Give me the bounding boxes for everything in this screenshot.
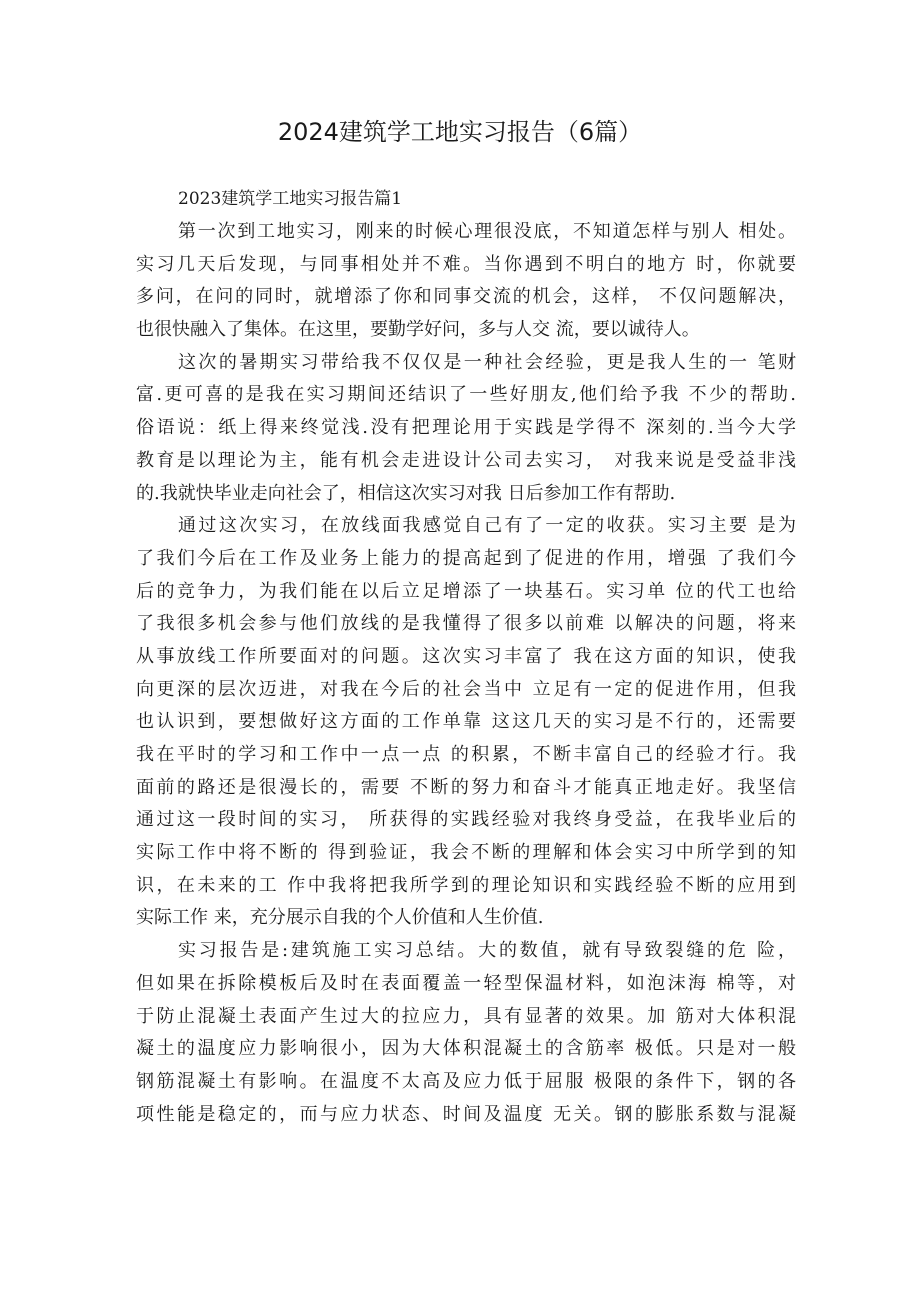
paragraph-line: 我在平时的学习和工作中一点一点 的积累，不断丰富自己的经验才行。我 <box>136 744 796 765</box>
paragraph-line: 向更深的层次迈进，对我在今后的社会当中 立足有一定的促进作用，但我 <box>136 678 796 700</box>
paragraph-line: 实际工作 来，充分展示自我的个人价值和人生价值. <box>136 907 544 929</box>
paragraph-line: 也很快融入了集体。在这里，要勤学好问，多与人交 流，要以诚待人。 <box>136 319 700 341</box>
paragraph-line: 多问，在问的同时，就增添了你和同事交流的机会，这样， 不仅问题解决， <box>136 286 796 308</box>
paragraph-line: 富.更可喜的是我在实习期间还结识了一些好朋友,他们给予我 不少的帮助. <box>136 384 796 406</box>
paragraph-line: 的.我就快毕业走向社会了，相信这次实习对我 日后参加工作有帮助. <box>136 482 676 504</box>
paragraph-line: 钢筋混凝土有影响。在温度不太高及应力低于屈服 极限的条件下，钢的各 <box>136 1070 796 1092</box>
paragraph-line: 项性能是稳定的，而与应力状态、时间及温度 无关。钢的膨胀系数与混凝 <box>136 1103 796 1125</box>
paragraph-line: 实习报告是:建筑施工实习总结。大的数值，就有导致裂缝的危 险， <box>178 940 796 962</box>
document-title: 2024建筑学工地实习报告（6篇） <box>277 118 643 146</box>
paragraph-line: 也认识到，要想做好这方面的工作单靠 这这几天的实习是不行的，还需要 <box>136 711 796 733</box>
paragraph-line: 实际工作中将不断的 得到验证，我会不断的理解和体会实习中所学到的知 <box>136 842 796 864</box>
document-body <box>136 216 796 1131</box>
paragraph-line: 但如果在拆除模板后及时在表面覆盖一轻型保温材料，如泡沫海 棉等，对 <box>136 972 796 994</box>
paragraph-line: 了我们今后在工作及业务上能力的提高起到了促进的作用，增强 了我们今 <box>136 547 796 569</box>
paragraph-line: 了我很多机会参与他们放线的是我懂得了很多以前难 以解决的问题，将来 <box>136 613 796 635</box>
paragraph-line: 这次的暑期实习带给我不仅仅是一种社会经验，更是我人生的一 笔财 <box>178 351 796 373</box>
paragraph-line: 通过这一段时间的实习， 所获得的实践经验对我终身受益，在我毕业后的 <box>136 809 796 831</box>
paragraph-line: 通过这次实习，在放线面我感觉自己有了一定的收获。实习主要 是为 <box>178 515 796 537</box>
paragraph-line: 从事放线工作所要面对的问题。这次实习丰富了 我在这方面的知识，使我 <box>136 645 796 667</box>
paragraph-line: 凝土的温度应力影响很小，因为大体积混凝土的含筋率 极低。只是对一般 <box>136 1038 796 1060</box>
section-heading: 2023建筑学工地实习报告篇1 <box>178 189 403 209</box>
paragraph-line: 教育是以理论为主，能有机会走进设计公司去实习， 对我来说是受益非浅 <box>136 449 796 471</box>
paragraph-line: 实习几天后发现，与同事相处并不难。当你遇到不明白的地方 时，你就要 <box>136 253 796 275</box>
paragraph-line: 第一次到工地实习，刚来的时候心理很没底，不知道怎样与别人 相处。 <box>178 221 796 242</box>
paragraph-line: 识，在未来的工 作中我将把我所学到的理论知识和实践经验不断的应用到 <box>136 874 796 896</box>
paragraph-line: 于防止混凝土表面产生过大的拉应力，具有显著的效果。加 筋对大体积混 <box>136 1005 796 1027</box>
paragraph-line: 后的竞争力，为我们能在以后立足增添了一块基石。实习单 位的代工也给 <box>136 580 796 602</box>
paragraph-line: 面前的路还是很漫长的，需要 不断的努力和奋斗才能真正地走好。我坚信 <box>136 776 796 798</box>
paragraph-line: 俗语说：纸上得来终觉浅.没有把理论用于实践是学得不 深刻的.当今大学 <box>136 417 796 439</box>
